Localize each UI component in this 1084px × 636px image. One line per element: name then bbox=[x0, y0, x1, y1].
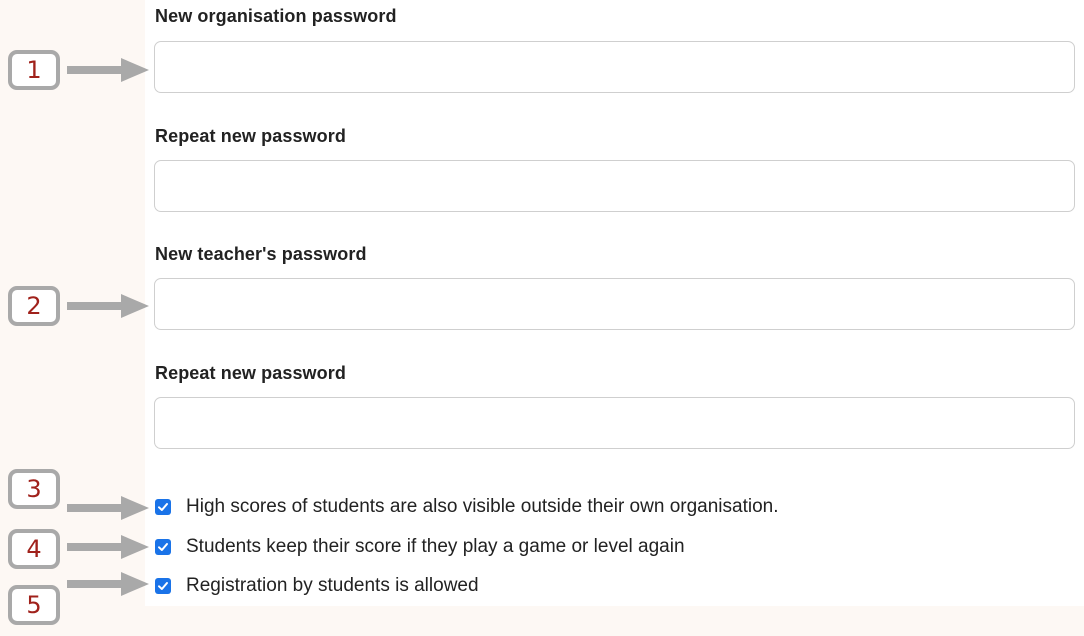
repeat-organisation-password-label: Repeat new password bbox=[155, 126, 346, 146]
checkbox-label-high-scores-visible: High scores of students are also visible outside their own organisation. bbox=[186, 496, 779, 517]
checkmark-icon bbox=[157, 580, 169, 592]
annotation-badge-5: 5 bbox=[8, 585, 60, 625]
annotation-arrow-icon bbox=[63, 56, 153, 84]
annotation-arrow-icon bbox=[63, 292, 153, 320]
new-organisation-password-label: New organisation password bbox=[155, 6, 397, 26]
checkbox-row-keep-score[interactable] bbox=[155, 535, 685, 559]
repeat-teacher-password-label: Repeat new password bbox=[155, 363, 346, 383]
annotation-badge-1: 1 bbox=[8, 50, 60, 90]
new-organisation-password-input[interactable] bbox=[154, 41, 1075, 93]
annotation-badge-3: 3 bbox=[8, 469, 60, 509]
checkmark-icon bbox=[157, 501, 169, 513]
checkbox-keep-score[interactable] bbox=[155, 539, 171, 555]
checkbox-label-student-registration: Registration by students is allowed bbox=[186, 575, 479, 596]
repeat-teacher-password-input[interactable] bbox=[154, 397, 1075, 449]
checkbox-high-scores-visible[interactable] bbox=[155, 499, 171, 515]
new-teacher-password-input[interactable] bbox=[154, 278, 1075, 330]
repeat-organisation-password-input[interactable] bbox=[154, 160, 1075, 212]
checkbox-row-student-registration[interactable] bbox=[155, 574, 479, 598]
annotation-badge-4: 4 bbox=[8, 529, 60, 569]
annotation-badge-2: 2 bbox=[8, 286, 60, 326]
new-teacher-password-label: New teacher's password bbox=[155, 244, 367, 264]
checkbox-label-keep-score: Students keep their score if they play a game or level again bbox=[186, 536, 685, 557]
checkmark-icon bbox=[157, 541, 169, 553]
checkbox-student-registration[interactable] bbox=[155, 578, 171, 594]
annotation-arrow-icon bbox=[63, 570, 153, 598]
annotation-arrow-icon bbox=[63, 494, 153, 522]
annotation-arrow-icon bbox=[63, 533, 153, 561]
checkbox-row-high-scores-visible[interactable] bbox=[155, 495, 779, 519]
